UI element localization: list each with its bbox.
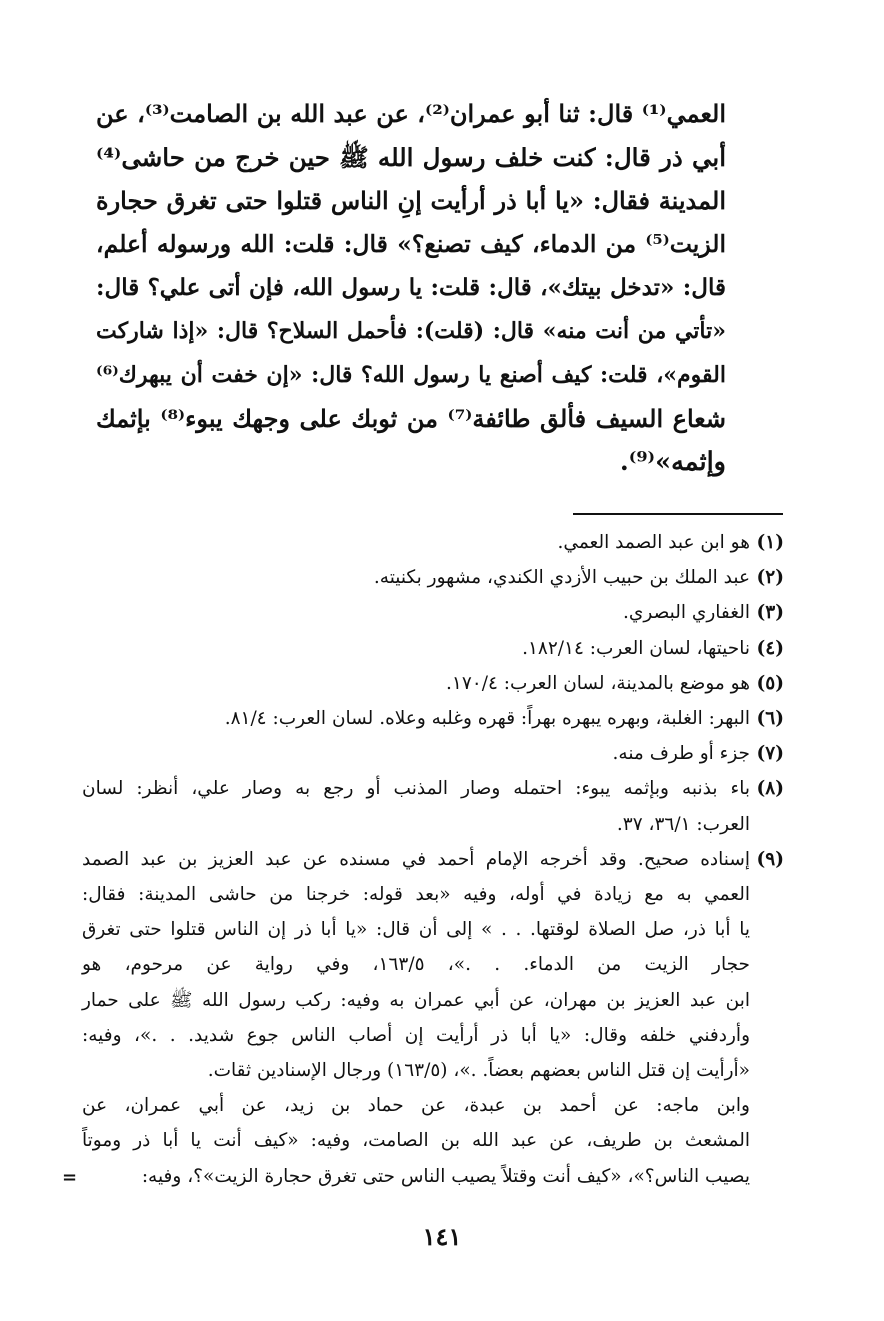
footnote-number: (٤): [756, 637, 784, 659]
footnote-line: جزء أو طرف منه.: [612, 743, 750, 765]
footnote-text: [82, 560, 750, 595]
footnote-line: هو ابن عبد الصمد العمي.: [557, 532, 750, 553]
footnote-line: حجار الزيت من الدماء. . .»، ١٦٣/٥، وفي رواية عن مرحوم، هو: [82, 954, 750, 976]
page-number: ١٤١: [422, 1222, 462, 1251]
footnote-6: [82, 701, 784, 736]
main-text-line: شعاع السيف فألق طائفة⁽⁷⁾ من ثوبك على وجهك يبوء⁽⁸⁾ بإثمك: [96, 404, 726, 434]
footnote-text: [82, 595, 750, 630]
footnote-text: [82, 771, 750, 841]
main-text-line: أبي ذر قال: كنت خلف رسول الله ﷺ حين خرج من حاشى⁽⁴⁾: [96, 142, 726, 172]
continuation-mark: =: [62, 1167, 78, 1188]
footnote-2: [82, 560, 784, 595]
footnote-divider: [573, 513, 783, 515]
main-text-line: الزيت⁽⁵⁾ من الدماء، كيف تصنع؟» قال: قلت: الله ورسوله أعلم،: [96, 229, 726, 258]
footnote-3: [82, 595, 784, 630]
footnote-line: «أرأيت إن قتل الناس بعضهم بعضاً. .»، (١٦٣/٥) ورجال الإسنادين ثقات.: [207, 1060, 750, 1082]
footnote-7: [82, 736, 784, 771]
footnote-number: (١): [756, 532, 784, 553]
footnote-number: (٢): [756, 567, 784, 589]
footnote-line: البهر: الغلبة، وبهره يبهره بهراً: قهره وغلبه وعلاه. لسان العرب: ٨١/٤.: [224, 708, 750, 730]
footnote-text: [82, 666, 750, 701]
footnote-line: يا أبا ذر، صل الصلاة لوقتها. . . » إلى أن قال: «يا أبا ذر إن الناس قتلوا حتى تغرق: [82, 919, 750, 941]
main-text-line: وإثمه»⁽⁹⁾.: [619, 446, 726, 477]
footnote-line: ناحيتها، لسان العرب: ١٨٢/١٤.: [522, 637, 750, 659]
footnote-number: (٧): [756, 743, 784, 765]
main-text-line: قال: «تدخل بيتك»، قال: قلت: يا رسول الله، فإن أتى علي؟ قال:: [96, 274, 726, 302]
footnote-text: [82, 701, 750, 736]
main-text-line: «تأتي من أنت منه» قال: (قلت): فأحمل السلاح؟ قال: «إذا شاركت: [96, 317, 726, 344]
footnote-line: وابن ماجه: عن أحمد بن عبدة، عن حماد بن زيد، عن أبي عمران، عن: [82, 1095, 750, 1117]
main-text-line: القوم»، قلت: كيف أصنع يا رسول الله؟ قال: «إن خفت أن يبهرك⁽⁶⁾: [96, 361, 726, 388]
footnote-line: إسناده صحيح. وقد أخرجه الإمام أحمد في مسنده عن عبد العزيز بن عبد الصمد: [82, 848, 750, 870]
footnote-9: [82, 842, 784, 1194]
footnote-1: [82, 525, 784, 560]
main-text-block: [96, 92, 726, 484]
footnote-line: المشعث بن طريف، عن عبد الله بن الصامت، وفيه: «كيف أنت يا أبا ذر وموتاً: [82, 1130, 750, 1152]
footnote-5: [82, 666, 784, 701]
main-text-line: العمي⁽¹⁾ قال: ثنا أبو عمران⁽²⁾، عن عبد الله بن الصامت⁽³⁾، عن: [96, 99, 727, 128]
main-text-line: المدينة فقال: «يا أبا ذر أرأيت إنِ الناس قتلوا حتى تغرق حجارة: [96, 186, 726, 216]
footnotes: [82, 525, 784, 1194]
footnote-number: (٥): [756, 672, 784, 694]
footnote-line: عبد الملك بن حبيب الأزدي الكندي، مشهور بكنيته.: [373, 567, 750, 589]
footnote-line: باء بذنبه وبإثمه يبوء: احتمله وصار المذنب أو رجع به وصار علي، أنظر: لسان: [82, 778, 750, 800]
footnote-text: [82, 842, 750, 1194]
footnote-8: [82, 771, 784, 841]
footnote-text: [82, 525, 750, 560]
footnote-4: [82, 631, 784, 666]
footnote-line: ابن عبد العزيز بن مهران، عن أبي عمران به وفيه: ركب رسول الله ﷺ على حمار: [82, 989, 750, 1011]
footnote-number: (٦): [756, 708, 784, 730]
footnote-text: [82, 631, 750, 666]
footnote-line: العمي به مع زيادة في أوله، وفيه «بعد قوله: خرجنا من حاشى المدينة: فقال:: [82, 884, 750, 906]
footnote-text: [82, 736, 750, 771]
footnote-line: يصيب الناس؟»، «كيف أنت وقتلاً يصيب الناس حتى تغرق حجارة الزيت»؟، وفيه:: [141, 1165, 750, 1187]
footnote-number: (٨): [756, 778, 784, 800]
footnote-line: هو موضع بالمدينة، لسان العرب: ١٧٠/٤.: [446, 672, 750, 694]
footnote-line: وأردفني خلفه وقال: «يا أبا ذر أرأيت إن أصاب الناس جوع شديد. . .»، وفيه:: [82, 1024, 750, 1046]
footnote-number: (٣): [756, 602, 784, 624]
footnote-line: الغفاري البصري.: [623, 602, 750, 624]
footnote-line: العرب: ٣٦/١، ٣٧.: [616, 813, 750, 835]
footnote-number: (٩): [756, 848, 784, 870]
